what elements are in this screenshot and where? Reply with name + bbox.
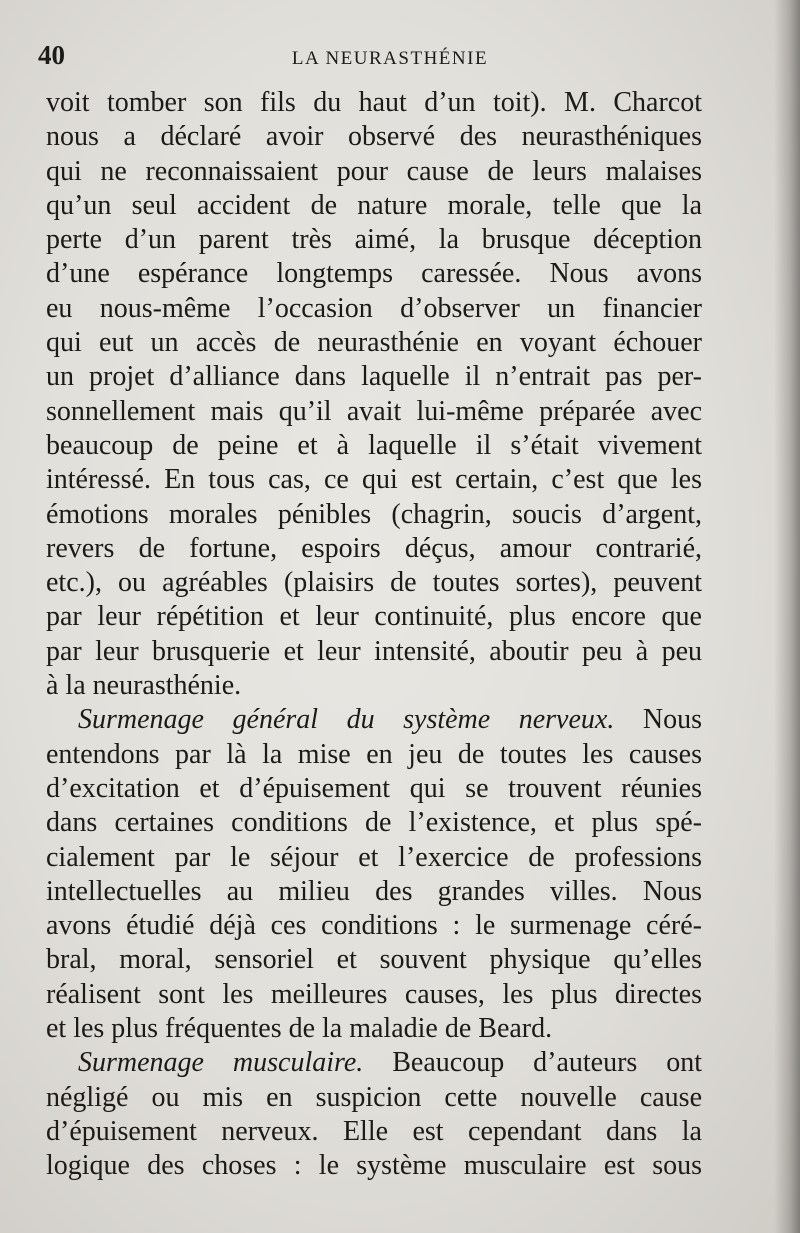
text-line: eu nous-même l’occasion d’observer un financier xyxy=(46,292,702,324)
text-line: avons étudié déjà ces conditions : le surmenage céré- xyxy=(46,910,702,942)
text-line: un projet d’alliance dans laquelle il n’entrait pas per- xyxy=(46,361,702,393)
text-line: qui ne reconnaissaient pour cause de leurs malaises xyxy=(46,155,702,187)
text-line: etc.), ou agréables (plaisirs de toutes sortes), peuvent xyxy=(46,567,702,599)
text-line: sonnellement mais qu’il avait lui-même préparée avec xyxy=(46,395,702,427)
paragraph-2 xyxy=(46,703,702,1046)
running-title: LA NEURASTHÉNIE xyxy=(291,48,489,69)
first-line-text: Beaucoup d’auteurs ont xyxy=(392,1047,703,1079)
text-line: d’excitation et d’épuisement qui se trouvent réunies xyxy=(46,772,702,804)
paragraph-3 xyxy=(46,1046,702,1183)
paragraph-first-line xyxy=(46,703,702,737)
page-gutter-shadow xyxy=(774,0,800,1233)
text-line: entendons par là la mise en jeu de toutes les causes xyxy=(46,738,702,770)
first-line-text: Nous xyxy=(642,704,703,736)
paragraph-1 xyxy=(46,86,702,703)
text-line: cialement par le séjour et l’exercice de professions xyxy=(46,841,702,873)
text-line: intellectuelles au milieu des grandes villes. Nous xyxy=(46,875,702,907)
text-line: perte d’un parent très aimé, la brusque déception xyxy=(46,224,702,256)
text-line: d’une espérance longtemps caressée. Nous avons xyxy=(46,258,702,290)
running-head xyxy=(38,40,702,76)
section-heading: Surmenage général du système nerveux. xyxy=(78,704,615,736)
text-line: voit tomber son fils du haut d’un toit). M. Charcot xyxy=(46,87,702,118)
text-line: d’épuisement nerveux. Elle est cependant dans la xyxy=(46,1115,702,1147)
text-line: à la neurasthénie. xyxy=(46,670,242,702)
page-body xyxy=(46,86,702,1184)
text-line: qu’un seul accident de nature morale, telle que la xyxy=(46,189,702,221)
text-line: négligé ou mis en suspicion cette nouvelle cause xyxy=(46,1081,702,1113)
text-line: par leur répétition et leur continuité, plus encore que xyxy=(46,601,702,633)
text-line: beaucoup de peine et à laquelle il s’était vivement xyxy=(46,429,702,461)
text-line: logique des choses : le système musculaire est sous xyxy=(46,1150,702,1182)
text-line: qui eut un accès de neurasthénie en voyant échouer xyxy=(46,327,702,359)
text-line: nous a déclaré avoir observé des neurasthéniques xyxy=(46,121,702,153)
text-line: émotions morales pénibles (chagrin, soucis d’argent, xyxy=(46,498,702,530)
text-line: et les plus fréquentes de la maladie de Beard. xyxy=(46,1013,553,1045)
section-heading: Surmenage musculaire. xyxy=(78,1047,364,1079)
text-line: dans certaines conditions de l’existence, et plus spé- xyxy=(46,807,702,839)
page-number: 40 xyxy=(38,40,65,70)
text-line: bral, moral, sensoriel et souvent physique qu’elles xyxy=(46,944,702,976)
text-line: par leur brusquerie et leur intensité, aboutir peu à peu xyxy=(46,635,702,667)
paragraph-first-line xyxy=(46,1046,702,1080)
text-line: réalisent sont les meilleures causes, les plus directes xyxy=(46,978,702,1010)
text-line: intéressé. En tous cas, ce qui est certain, c’est que les xyxy=(46,464,702,496)
text-line: revers de fortune, espoirs déçus, amour contrarié, xyxy=(46,532,702,564)
